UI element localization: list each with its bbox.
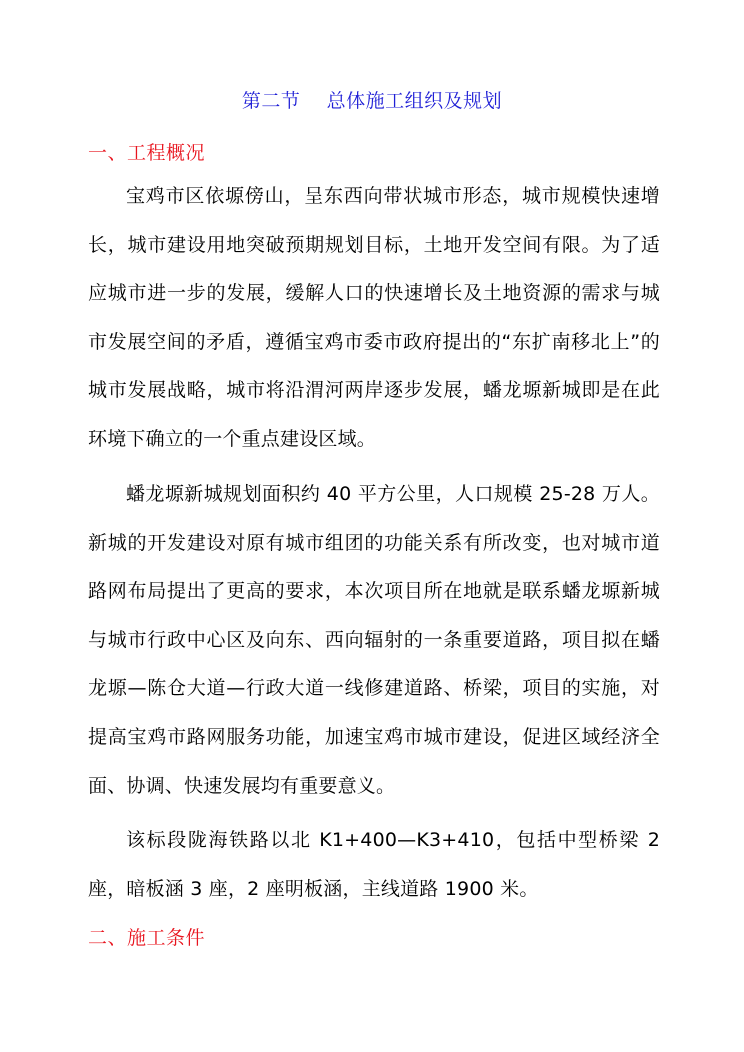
section-title: 第二节 总体施工组织及规划 — [241, 90, 503, 112]
heading-construction-conditions: 二、施工条件 — [88, 927, 206, 949]
paragraph-city-background: 宝鸡市区依塬傍山，呈东西向带状城市形态，城市规模快速增长，城市建设用地突破预期规划目标，土地开发空间有限。为了适应城市进一步的发展，缓解人口的快速增长及土地资源的需求与城市发展空间的矛盾，遵循宝鸡市委市政府提出的“东扩南移北上”的城市发展战略，城市将沿渭河两岸逐步发展，蟠龙塬新城即是在此环境下确立的一个重点建设区域。 — [88, 185, 660, 450]
paragraph-section-scope: 该标段陇海铁路以北 K1+400—K3+410，包括中型桥梁 2 座，暗板涵 3 座，2 座明板涵，主线道路 1900 米。 — [88, 829, 660, 900]
heading-project-overview: 一、工程概况 — [88, 142, 206, 164]
paragraph-new-district: 蟠龙塬新城规划面积约 40 平方公里，人口规模 25-28 万人。新城的开发建设对原有城市组团的功能关系有所改变，也对城市道路网布局提出了更高的要求，本次项目所在地就是联系蟠龙塬新城与城市行政中心区及向东、西向辐射的一条重要道路，项目拟在蟠龙塬—陈仓大道—行政大道一线修建道路、桥梁，项目的实施，对提高宝鸡市路网服务功能，加速宝鸡市城市建设，促进区域经济全面、协调、快速发展均有重要意义。 — [88, 483, 660, 797]
